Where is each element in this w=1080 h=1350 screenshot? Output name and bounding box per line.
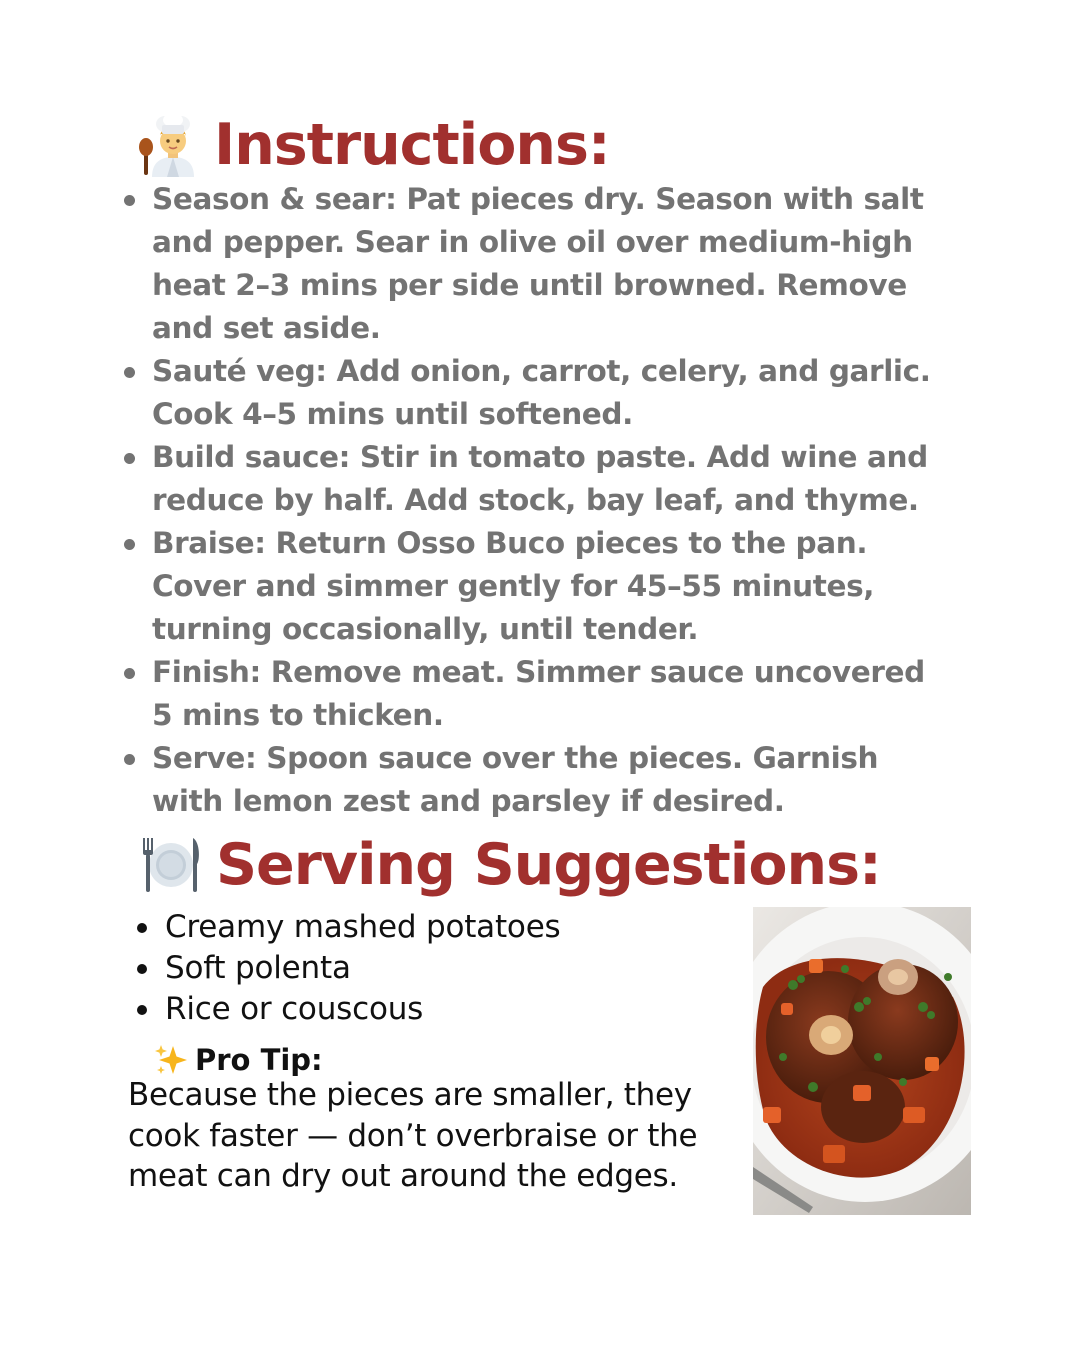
instructions-heading [136,110,610,180]
serving-heading [140,830,881,900]
serving-list [133,907,693,1030]
pro-tip-text: Because the pieces are smaller, they cook faster — don’t overbraise or the meat can dry out around the edges. [128,1077,698,1194]
step-item: Sauté veg: Add onion, carrot, celery, and garlic. Cook 4–5 mins until softened. [120,350,940,436]
serving-item: Creamy mashed potatoes [133,907,693,948]
instructions-title: Instructions: [214,112,610,178]
instruction-steps [120,178,940,823]
step-item: Finish: Remove meat. Simmer sauce uncovered 5 mins to thicken. [120,651,940,737]
fork-knife-plate-icon [140,834,202,896]
serving-title: Serving Suggestions: [216,832,881,898]
pro-tip-title [153,1040,323,1080]
serving-item: Soft polenta [133,948,693,989]
step-item: Build sauce: Stir in tomato paste. Add wine and reduce by half. Add stock, bay leaf, and thyme. [120,436,940,522]
cook-icon [136,113,200,177]
pro-tip-label: Pro Tip: [195,1043,323,1077]
sparkles-icon [153,1042,189,1078]
osso-buco-photo [753,907,971,1215]
step-item: Serve: Spoon sauce over the pieces. Garnish with lemon zest and parsley if desired. [120,737,940,823]
step-item: Season & sear: Pat pieces dry. Season with salt and pepper. Sear in olive oil over medium-high heat 2–3 mins per side until browned. Remove and set aside. [120,178,940,350]
step-item: Braise: Return Osso Buco pieces to the pan. Cover and simmer gently for 45–55 minutes, turning occasionally, until tender. [120,522,940,651]
serving-item: Rice or couscous [133,989,693,1030]
